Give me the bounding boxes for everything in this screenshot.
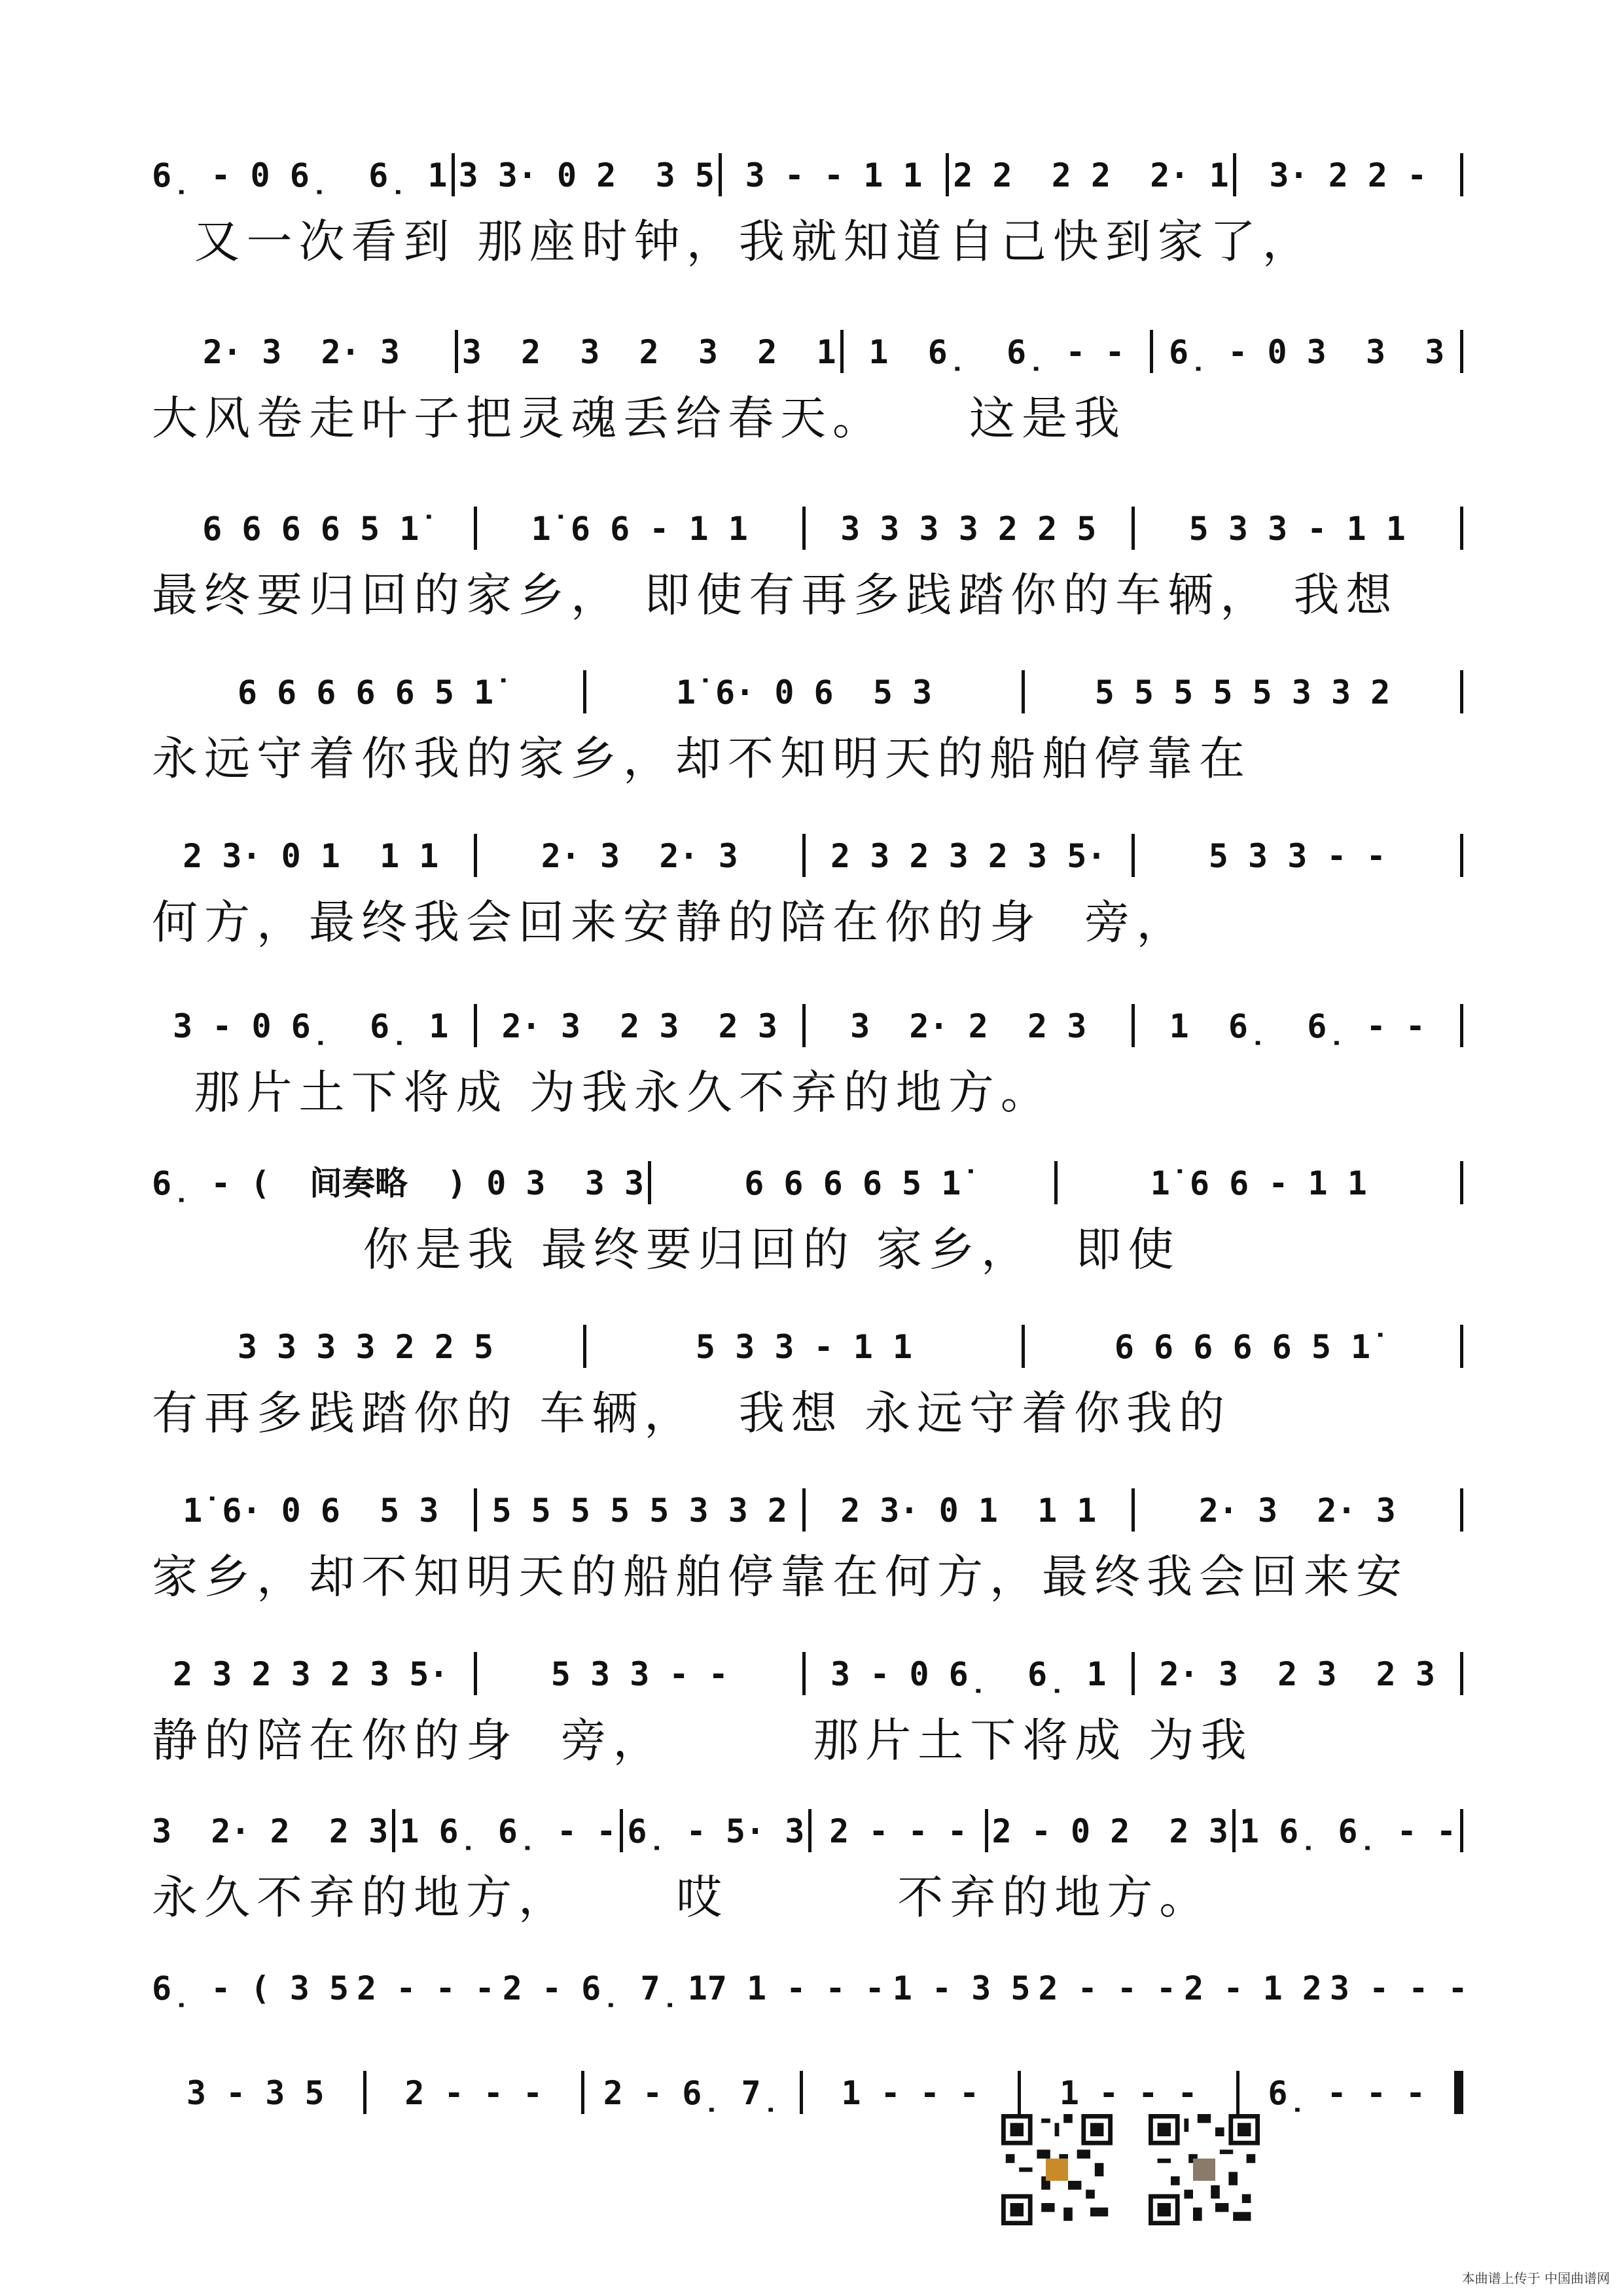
measure: 2 - - - bbox=[1038, 1969, 1177, 2007]
notation-line bbox=[152, 1001, 1467, 1047]
score-system bbox=[152, 504, 1467, 624]
lyric-line: 永远守着你我的家乡，却不知明天的船舶停靠在 bbox=[152, 732, 1251, 785]
measure: 1̇ 6 6 - 1 1 bbox=[1150, 1164, 1367, 1202]
barline bbox=[1460, 834, 1463, 877]
measure: 6̣ - 5· 3 bbox=[627, 1812, 805, 1850]
barline bbox=[1460, 1325, 1463, 1368]
measure: 2· 3 2 3 2 3 bbox=[1159, 1655, 1435, 1693]
barline bbox=[719, 153, 722, 196]
measure: 6 6 6 6 6 5 1̇ bbox=[237, 673, 494, 711]
measure: 3 3 3 3 2 2 5 bbox=[237, 1328, 494, 1366]
barline bbox=[1150, 330, 1153, 373]
measure: 5 3 3 - - bbox=[1208, 837, 1386, 875]
score-system bbox=[152, 1486, 1467, 1606]
barline bbox=[1132, 507, 1135, 550]
barline bbox=[363, 2071, 366, 2114]
qr-code-image bbox=[1149, 2114, 1260, 2225]
score-system bbox=[152, 1649, 1467, 1770]
score-system bbox=[152, 327, 1467, 448]
measure: 2· 3 2· 3 bbox=[1198, 1492, 1396, 1530]
barline bbox=[474, 1488, 477, 1532]
notation-line bbox=[152, 1322, 1467, 1368]
barline bbox=[1132, 1652, 1135, 1695]
score-system bbox=[152, 2068, 1467, 2114]
measure: 2 - - - bbox=[829, 1812, 967, 1850]
measure: 2 3· 0 1 1 1 bbox=[840, 1492, 1097, 1530]
barline bbox=[474, 1652, 477, 1695]
measure: 2 - 1 2 bbox=[1184, 1969, 1322, 2007]
barline bbox=[474, 834, 477, 877]
barline bbox=[1022, 1325, 1025, 1368]
measure: 3 3· 0 2 3 5 bbox=[458, 156, 715, 194]
measure: 17 1 - - - bbox=[687, 1969, 885, 2007]
qr-code-left bbox=[1001, 2114, 1113, 2225]
barline bbox=[1460, 1488, 1463, 1532]
barline bbox=[474, 507, 477, 550]
measure: 6̣ - ( 间奏略 ) 0 3 3 3 bbox=[152, 1164, 645, 1202]
score-system bbox=[152, 1806, 1467, 1927]
barline bbox=[800, 2071, 803, 2114]
measure: 6 6 6 6 5 1̇ bbox=[202, 510, 419, 548]
measure: 6 6 6 6 5 1̇ bbox=[744, 1164, 961, 1202]
score-system bbox=[152, 1964, 1467, 2009]
measure: 1 6̣ 6̣ - - bbox=[1239, 1812, 1456, 1850]
barline bbox=[802, 1004, 806, 1047]
measure: 2 2 2 2 2· 1 bbox=[953, 156, 1229, 194]
lyric-line: 又一次看到 那座时钟，我就知道自己快到家了， bbox=[152, 215, 1315, 268]
score-system bbox=[152, 831, 1467, 952]
measure: 3 2· 2 2 3 bbox=[152, 1812, 389, 1850]
measure: 1̇ 6 6 - 1 1 bbox=[531, 510, 748, 548]
lyric-line: 你是我 最终要归回的 家乡， 即使 bbox=[152, 1223, 1181, 1276]
barline bbox=[1460, 153, 1463, 196]
measure: 2· 3 2· 3 bbox=[541, 837, 738, 875]
measure: 3 2 3 2 3 2 1 bbox=[461, 333, 836, 371]
measure: 6̣ - - - bbox=[1268, 2074, 1426, 2112]
barline bbox=[1132, 834, 1135, 877]
barline bbox=[985, 1809, 988, 1852]
lyric-line: 最终要归回的家乡， 即使有再多践踏你的车辆， 我想 bbox=[152, 568, 1399, 622]
score-system bbox=[152, 1001, 1467, 1122]
measure: 5 3 3 - 1 1 bbox=[695, 1328, 913, 1366]
measure: 2 - 6̣ 7̣ bbox=[502, 1969, 680, 2007]
measure: 3 - 0 6̣ 6̣ 1 bbox=[173, 1007, 449, 1045]
notation-line bbox=[152, 668, 1467, 713]
score-system bbox=[152, 668, 1467, 788]
notation-line bbox=[152, 1806, 1467, 1852]
measure: 5 3 3 - 1 1 bbox=[1188, 510, 1406, 548]
qr-code-image bbox=[1001, 2114, 1113, 2225]
measure: 1 6̣ 6̣ - - bbox=[1169, 1007, 1425, 1045]
notation-line bbox=[152, 831, 1467, 877]
footer-credit: 本曲谱上传于 中国曲谱网 bbox=[1461, 2270, 1610, 2286]
measure: 2 3 2 3 2 3 5· bbox=[830, 837, 1107, 875]
measure: 1 6̣ 6̣ - - bbox=[868, 333, 1125, 371]
measure: 6̣ - ( 3 5 bbox=[152, 1969, 349, 2007]
measure: 5 5 5 5 5 3 3 2 bbox=[1094, 673, 1391, 711]
barline bbox=[648, 1161, 651, 1204]
barline bbox=[1460, 507, 1463, 550]
lyric-line: 静的陪在你的身 旁， 那片土下将成 为我 bbox=[152, 1713, 1253, 1767]
measure: 6̣ - 0 6̣ 6̣ 1 bbox=[152, 156, 448, 194]
barline bbox=[583, 1325, 586, 1368]
barline bbox=[1460, 1004, 1463, 1047]
notation-line bbox=[152, 1486, 1467, 1532]
qr-code-right bbox=[1149, 2114, 1260, 2225]
measure: 1 - 3 5 bbox=[892, 1969, 1031, 2007]
barline bbox=[802, 1488, 806, 1532]
barline bbox=[1460, 1652, 1463, 1695]
score-system bbox=[152, 151, 1467, 271]
measure: 2 - - - bbox=[404, 2074, 543, 2112]
barline bbox=[392, 1809, 395, 1852]
barline bbox=[1132, 1004, 1135, 1047]
barline bbox=[1460, 1809, 1463, 1852]
barline bbox=[455, 330, 458, 373]
barline bbox=[1233, 153, 1236, 196]
notation-line bbox=[152, 504, 1467, 550]
measure: 2 3 2 3 2 3 5· bbox=[173, 1655, 449, 1693]
score-system bbox=[152, 1322, 1467, 1443]
notation-line bbox=[152, 327, 1467, 373]
measure: 1̇ 6· 0 6 5 3 bbox=[183, 1492, 439, 1530]
measure: 3 2· 2 2 3 bbox=[850, 1007, 1087, 1045]
notation-line bbox=[152, 1964, 1467, 2009]
barline bbox=[474, 1004, 477, 1047]
barline bbox=[1460, 330, 1463, 373]
barline bbox=[802, 507, 806, 550]
measure: 6̣ - 0 3 3 3 bbox=[1168, 333, 1445, 371]
lyric-line: 大风卷走叶子把灵魂丢给春天。 这是我 bbox=[152, 391, 1127, 445]
barline bbox=[1454, 2071, 1463, 2114]
score-system bbox=[152, 1158, 1467, 1279]
measure: 2 - 0 2 2 3 bbox=[991, 1812, 1228, 1850]
measure: 6 6 6 6 6 5 1̇ bbox=[1114, 1328, 1371, 1366]
measure: 2 - 6̣ 7̣ bbox=[603, 2074, 781, 2112]
notation-line bbox=[152, 2068, 1467, 2114]
barline bbox=[1018, 2071, 1021, 2114]
lyric-line: 有再多践踏你的 车辆， 我想 永远守着你我的 bbox=[152, 1386, 1232, 1440]
barline bbox=[1132, 1488, 1135, 1532]
barline bbox=[1232, 1809, 1236, 1852]
barline bbox=[802, 834, 806, 877]
notation-line bbox=[152, 1649, 1467, 1695]
measure: 2 - - - bbox=[357, 1969, 495, 2007]
measure: 3 - - 1 1 bbox=[745, 156, 923, 194]
barline bbox=[452, 153, 455, 196]
barline bbox=[1054, 1161, 1058, 1204]
notation-line bbox=[152, 151, 1467, 196]
barline bbox=[1236, 2071, 1240, 2114]
barline bbox=[620, 1809, 623, 1852]
measure: 3 - 3 5 bbox=[186, 2074, 325, 2112]
lyric-line: 何方，最终我会回来安静的陪在你的身 旁， bbox=[152, 895, 1189, 949]
measure: 3 - 0 6̣ 6̣ 1 bbox=[830, 1655, 1107, 1693]
measure: 5 5 5 5 5 3 3 2 bbox=[491, 1492, 788, 1530]
barline bbox=[946, 153, 949, 196]
barline bbox=[840, 330, 844, 373]
barline bbox=[1460, 1161, 1463, 1204]
measure: 3 3 3 3 2 2 5 bbox=[840, 510, 1097, 548]
barline bbox=[583, 670, 586, 713]
lyric-line: 家乡，却不知明天的船舶停靠在何方，最终我会回来安 bbox=[152, 1550, 1408, 1604]
measure: 2 3· 0 1 1 1 bbox=[183, 837, 439, 875]
measure: 3· 2 2 - bbox=[1269, 156, 1427, 194]
measure: 2· 3 2· 3 bbox=[202, 333, 400, 371]
barline bbox=[581, 2071, 584, 2114]
measure: 3 - - - bbox=[1329, 1969, 1468, 2007]
measure: 1̇ 6· 0 6 5 3 bbox=[675, 673, 933, 711]
barline bbox=[802, 1652, 806, 1695]
notation-line bbox=[152, 1158, 1467, 1204]
barline bbox=[1022, 670, 1025, 713]
measure: 5 3 3 - - bbox=[550, 1655, 728, 1693]
lyric-line: 永久不弃的地方， 哎 不弃的地方。 bbox=[152, 1871, 1212, 1924]
barline bbox=[1460, 670, 1463, 713]
measure: 2· 3 2 3 2 3 bbox=[501, 1007, 777, 1045]
measure: 1 6̣ 6̣ - - bbox=[399, 1812, 616, 1850]
measure: 1 - - - bbox=[1059, 2074, 1198, 2112]
lyric-line: 那片土下将成 为我永久不弃的地方。 bbox=[152, 1066, 1053, 1119]
barline bbox=[808, 1809, 812, 1852]
measure: 1 - - - bbox=[841, 2074, 980, 2112]
